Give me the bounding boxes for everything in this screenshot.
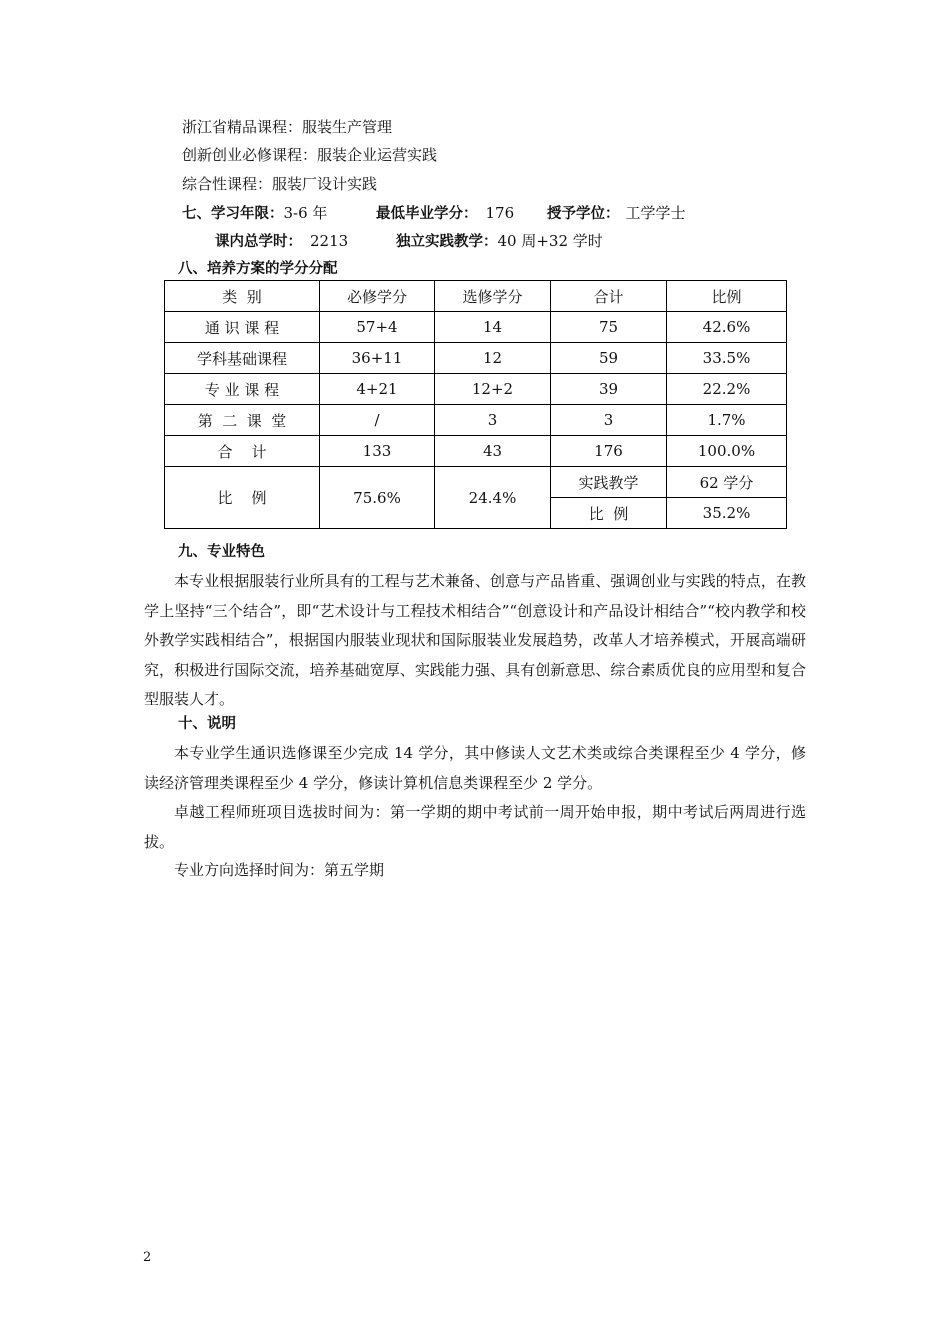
page-number: 2 <box>143 1250 152 1265</box>
table-cell: 42.6% <box>667 312 787 343</box>
table-row <box>165 467 787 498</box>
practice <box>396 231 603 252</box>
table-header-row <box>165 281 787 312</box>
header-ratio: 比例 <box>667 281 787 312</box>
table-cell: 33.5% <box>667 343 787 374</box>
table-cell: 43 <box>435 436 551 467</box>
min-credits-value: 176 <box>485 204 515 222</box>
section10-paragraph-2: 卓越工程师班项目选拔时间为：第一学期的期中考试前一周开始申报，期中考试后两周进行选拔。 <box>144 803 806 851</box>
table-cell: 176 <box>551 436 667 467</box>
table-cell: 75 <box>551 312 667 343</box>
table-cell: 59 <box>551 343 667 374</box>
table-cell: 22.2% <box>667 374 787 405</box>
degree <box>547 203 686 224</box>
min-credits <box>376 203 514 224</box>
course-line-2: 创新创业必修课程：服装企业运营实践 <box>182 146 438 164</box>
section10-title: 十、说明 <box>178 716 236 732</box>
row-label: 合 计 <box>165 436 320 467</box>
ratio-required: 75.6% <box>320 467 435 529</box>
table-row <box>165 405 787 436</box>
degree-label: 授予学位： <box>547 206 620 222</box>
section10-paragraph-3: 专业方向选择时间为：第五学期 <box>174 861 385 879</box>
practice-label: 独立实践教学： <box>396 234 498 250</box>
header-category: 类 别 <box>165 281 320 312</box>
table-cell: 36+11 <box>320 343 435 374</box>
table-row <box>165 374 787 405</box>
table-cell: 1.7% <box>667 405 787 436</box>
table-cell: 12 <box>435 343 551 374</box>
section10-paragraph-1: 本专业学生通识选修课至少完成 14 学分，其中修读人文艺术类或综合类课程至少 4 学分，修读经济管理类课程至少 4 学分，修读计算机信息类课程至少 2 学分。 <box>144 744 806 792</box>
section8-title: 八、培养方案的学分分配 <box>178 261 338 277</box>
practice-ratio-value: 35.2% <box>667 498 787 529</box>
practice-teaching-value: 62 学分 <box>667 467 787 498</box>
section9-title: 九、专业特色 <box>178 544 265 560</box>
table-cell: 39 <box>551 374 667 405</box>
table-cell: 133 <box>320 436 435 467</box>
header-total: 合计 <box>551 281 667 312</box>
min-credits-label: 最低毕业学分： <box>376 206 478 222</box>
practice-ratio-label: 比 例 <box>551 498 667 529</box>
table-cell: 100.0% <box>667 436 787 467</box>
years-value: 3-6 年 <box>283 204 328 222</box>
table-row <box>165 312 787 343</box>
practice-teaching-label: 实践教学 <box>551 467 667 498</box>
table-row <box>165 436 787 467</box>
table-row <box>165 343 787 374</box>
table-cell: 3 <box>551 405 667 436</box>
table-cell: 57+4 <box>320 312 435 343</box>
row-label: 专 业 课 程 <box>165 374 320 405</box>
row-label: 第 二 课 堂 <box>165 405 320 436</box>
course-line-3: 综合性课程：服装厂设计实践 <box>182 175 378 193</box>
table-cell: 3 <box>435 405 551 436</box>
credit-distribution-table <box>164 280 787 529</box>
hours <box>215 231 348 252</box>
degree-value: 工学学士 <box>625 204 686 222</box>
hours-value: 2213 <box>310 232 349 250</box>
section9-paragraph: 本专业根据服装行业所具有的工程与艺术兼备、创意与产品皆重、强调创业与实践的特点，在教学上坚持“三个结合”，即“艺术设计与工程技术相结合”“创意设计和产品设计相结合”“校内教学和校外教学实践相结合”，根据国内服装业现状和国际服装业发展趋势，改革人才培养模式，开展高端研究，积极进行国际交流，培养基础宽厚、实践能力强、具有创新意思、综合素质优良的应用型和复合型服装人才。 <box>144 572 806 709</box>
header-elective: 选修学分 <box>435 281 551 312</box>
course-line-1: 浙江省精品课程：服装生产管理 <box>182 118 393 136</box>
practice-value: 40 周+32 学时 <box>497 232 603 250</box>
header-required: 必修学分 <box>320 281 435 312</box>
table-cell: 4+21 <box>320 374 435 405</box>
years-label: 七、学习年限： <box>182 206 284 222</box>
row-label: 学科基础课程 <box>165 343 320 374</box>
row-label: 通 识 课 程 <box>165 312 320 343</box>
ratio-row-label: 比 例 <box>165 467 320 529</box>
hours-label: 课内总学时： <box>215 234 302 250</box>
table-cell: 12+2 <box>435 374 551 405</box>
ratio-elective: 24.4% <box>435 467 551 529</box>
table-cell: / <box>320 405 435 436</box>
section7-line1 <box>182 203 327 224</box>
table-cell: 14 <box>435 312 551 343</box>
